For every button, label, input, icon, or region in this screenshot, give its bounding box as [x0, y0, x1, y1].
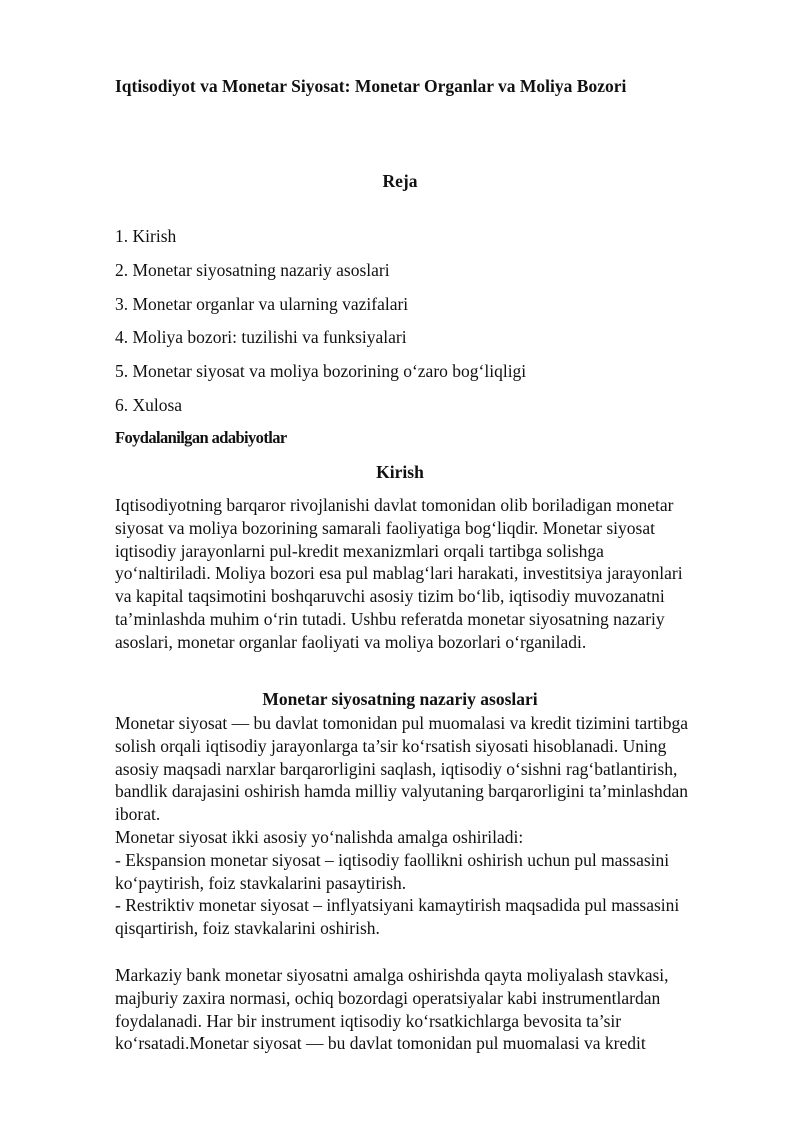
text-line: asosiy maqsadi narxlar barqarorligini saqlash, iqtisodiy o‘sishni rag‘batlantirish, — [115, 758, 678, 779]
text-line: Markaziy bank monetar siyosatni amalga oshirishda qayta moliyalash stavkasi, — [115, 965, 669, 985]
document-title: Iqtisodiyot va Monetar Siyosat: Monetar Organlar va Moliya Bozori — [115, 76, 627, 96]
theory-heading: Monetar siyosatning nazariy asoslari — [262, 689, 538, 709]
text-line: qisqartirish, foiz stavkalarini oshirish. — [115, 918, 380, 939]
text-line: siyosat va moliya bozorining samarali faoliyatiga bog‘liqdir. Monetar siyosat — [115, 517, 655, 538]
text-line: ko‘paytirish, foiz stavkalarini pasaytirish. — [115, 872, 407, 893]
text-line: Monetar siyosat — bu davlat tomonidan pul muomalasi va kredit tizimini tartibga — [115, 713, 689, 733]
text-line: asoslari, monetar organlar faoliyati va moliya bozorlari o‘rganiladi. — [115, 631, 587, 652]
plan-item: 6. Xulosa — [115, 394, 183, 415]
text-line: iborat. — [115, 804, 161, 825]
plan-heading: Reja — [382, 171, 418, 191]
text-line: Monetar siyosat ikki asosiy yo‘nalishda amalga oshiriladi: — [115, 826, 524, 847]
theory-paragraph — [115, 712, 735, 940]
plan-item: 5. Monetar siyosat va moliya bozorining o‘zaro bog‘liqligi — [115, 361, 527, 382]
text-line: Iqtisodiyotning barqaror rivojlanishi davlat tomonidan olib boriladigan monetar — [115, 495, 674, 515]
text-line: majburiy zaxira normasi, ochiq bozordagi operatsiyalar kabi instrumentlardan — [115, 987, 661, 1008]
text-line: - Restriktiv monetar siyosat – inflyatsiyani kamaytirish maqsadida pul massasini — [115, 895, 680, 916]
text-line: foydalanadi. Har bir instrument iqtisodiy ko‘rsatkichlarga bevosita ta’sir — [115, 1010, 622, 1031]
intro-heading: Kirish — [376, 462, 424, 482]
references-heading: Foydalanilgan adabiyotlar — [115, 428, 287, 447]
plan-item: 1. Kirish — [115, 226, 177, 246]
text-line: iqtisodiy jarayonlarni pul-kredit mexanizmlari orqali tartibga solishga — [115, 540, 604, 561]
plan-item: 3. Monetar organlar va ularning vazifalari — [115, 293, 409, 314]
instruments-paragraph — [115, 964, 735, 1055]
text-line: va kapital taqsimotini boshqaruvchi asosiy tizim bo‘lib, iqtisodiy muvozanatni — [115, 586, 665, 607]
text-line: yo‘naltiriladi. Moliya bozori esa pul mablag‘lari harakati, investitsiya jarayonlari — [115, 563, 683, 584]
text-line: ko‘rsatadi.Monetar siyosat — bu davlat tomonidan pul muomalasi va kredit — [115, 1033, 646, 1054]
plan-list — [115, 226, 526, 429]
text-line: bandlik darajasini oshirish hamda milliy valyutaning barqarorligini ta’minlashdan — [115, 781, 688, 802]
plan-item: 2. Monetar siyosatning nazariy asoslari — [115, 259, 390, 280]
plan-item: 4. Moliya bozori: tuzilishi va funksiyalari — [115, 327, 407, 348]
intro-paragraph — [115, 494, 735, 654]
text-line: - Ekspansion monetar siyosat – iqtisodiy faollikni oshirish uchun pul massasini — [115, 849, 670, 870]
text-line: solish orqali iqtisodiy jarayonlarga ta’sir ko‘rsatish siyosati hisoblanadi. Uning — [115, 735, 667, 756]
text-line: ta’minlashda muhim o‘rin tutadi. Ushbu referatda monetar siyosatning nazariy — [115, 608, 665, 629]
